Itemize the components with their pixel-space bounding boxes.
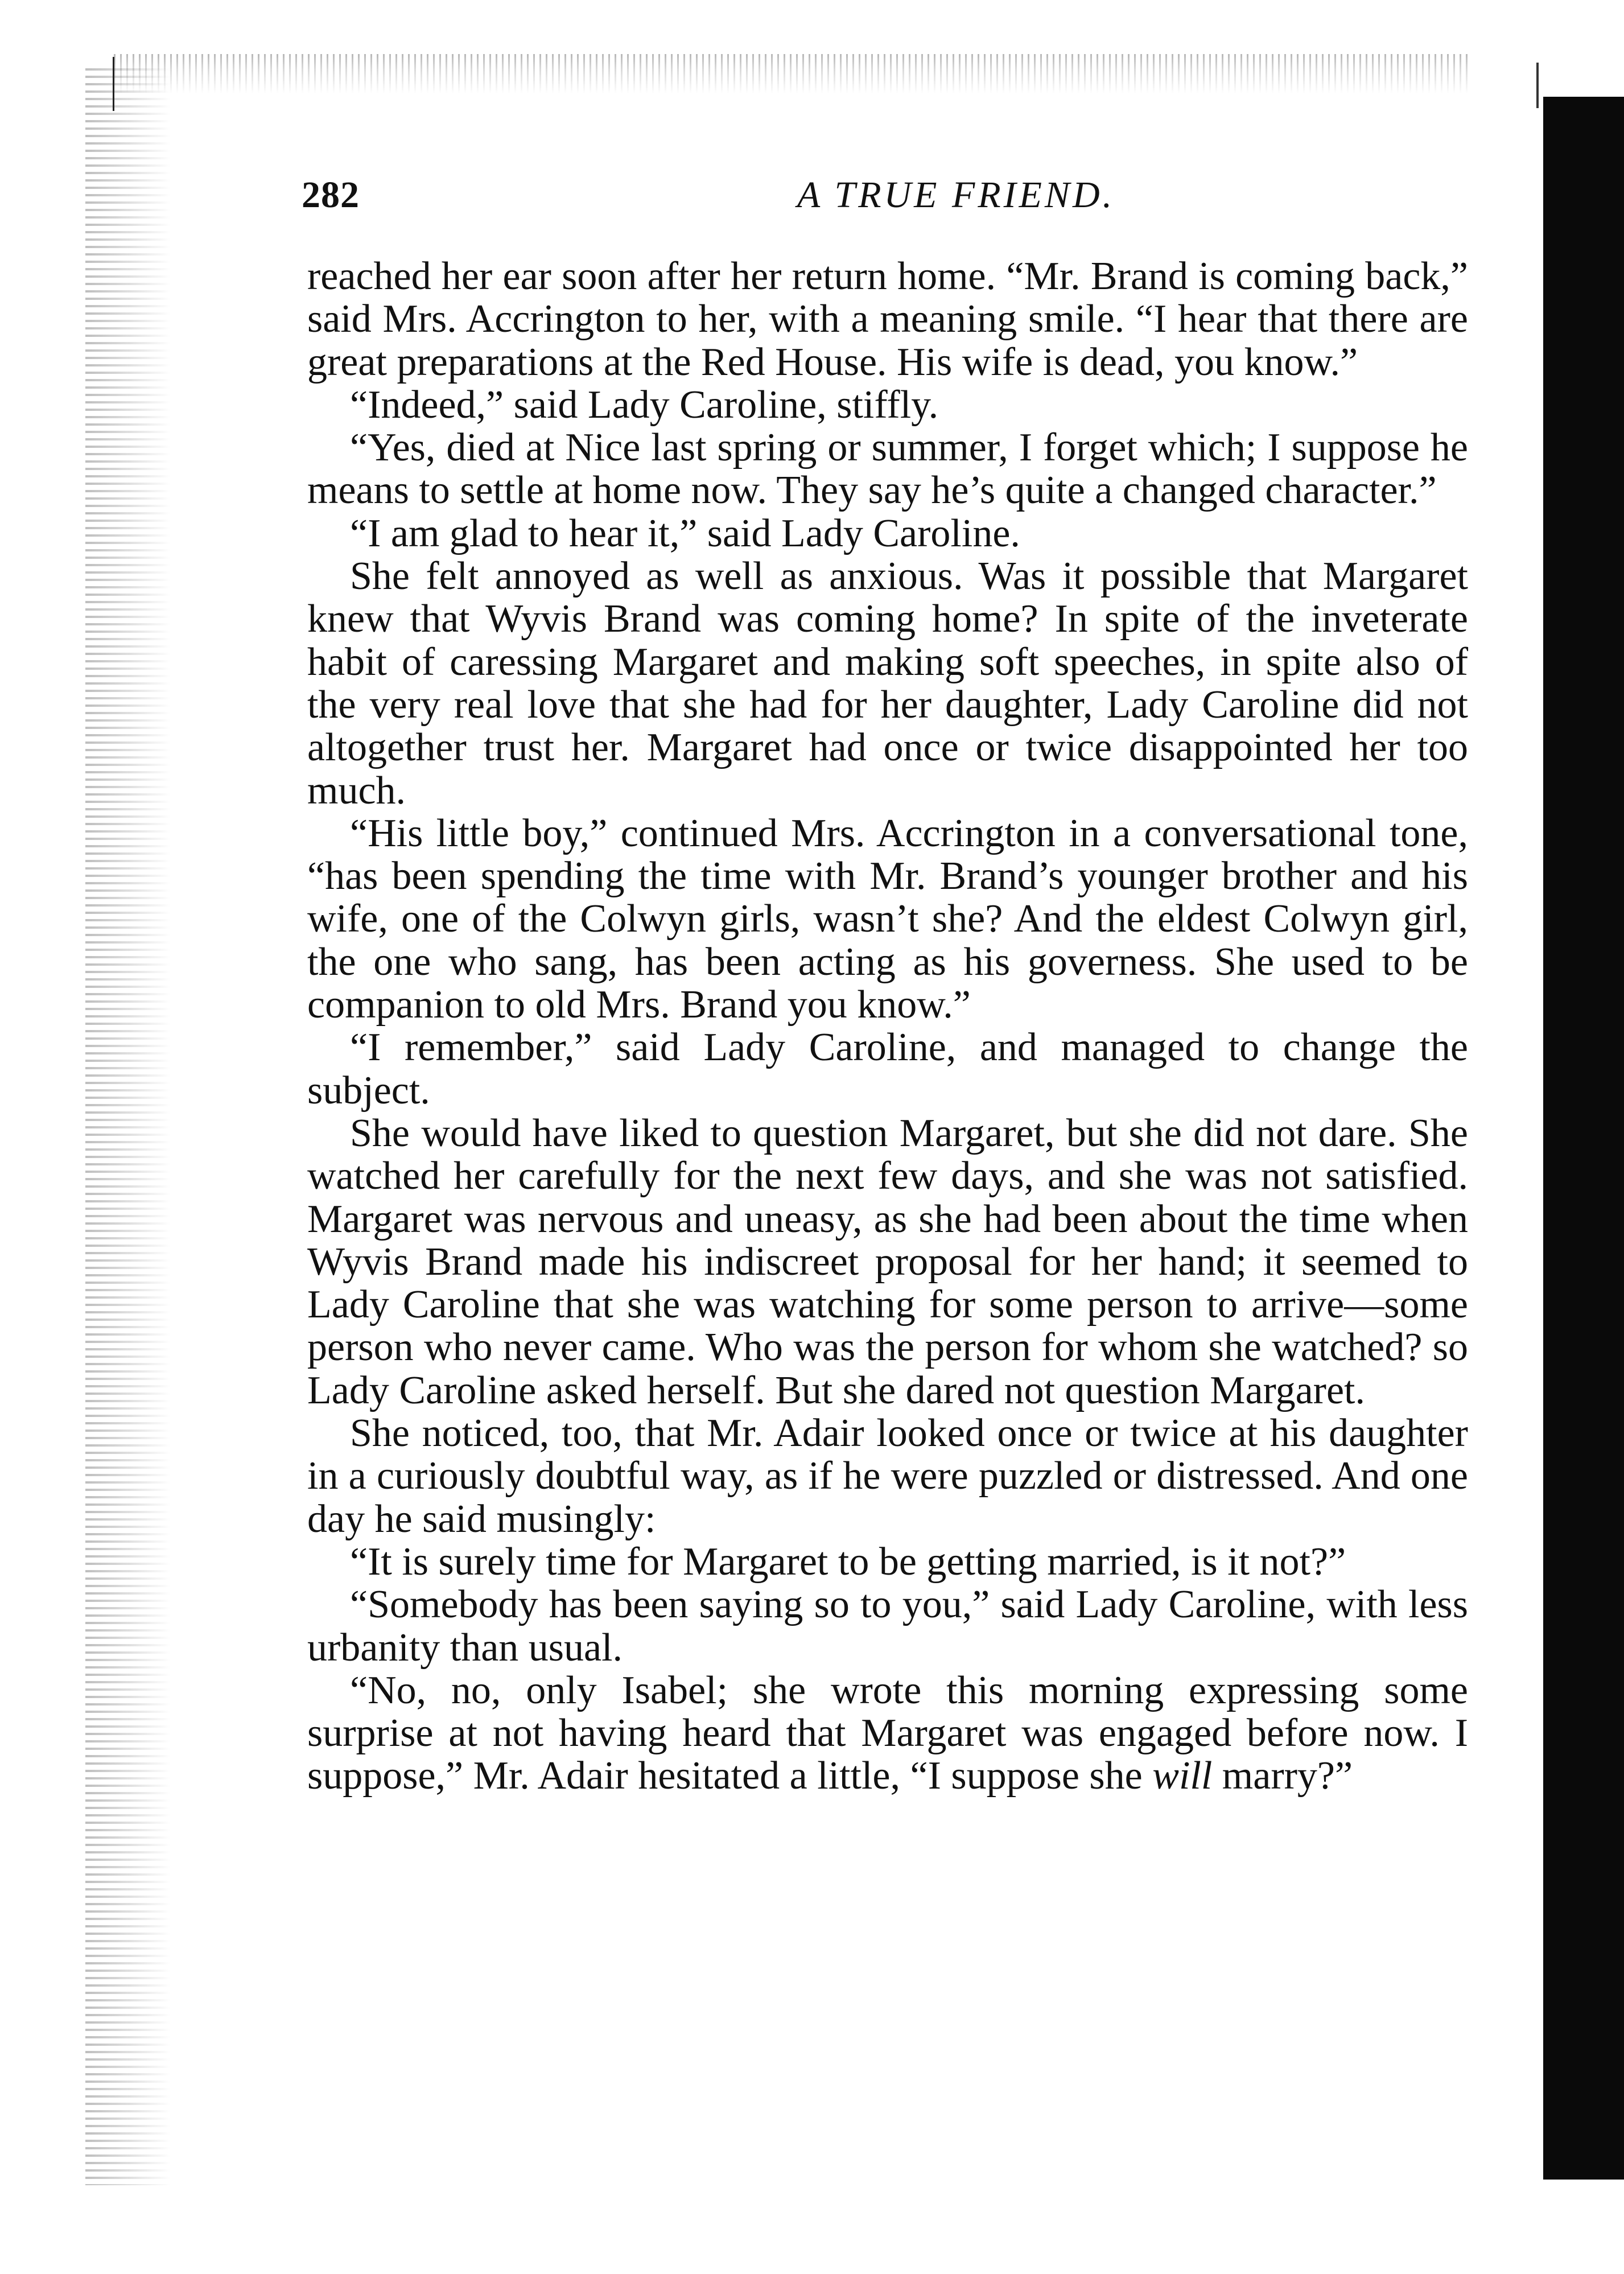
paragraph: “His little boy,” continued Mrs. Accrington in a conversational tone, “has been spending the time with Mr. Brand’s younger brother and his wife, one of the Colwyn girls, wasn’t she? And the eldest Colwyn girl, the one who sang, has been acting as his governess. She used to be companion to old Mrs. Brand you know.”	[307, 811, 1468, 1027]
scan-edge-noise-left	[85, 68, 171, 2185]
paragraph: She noticed, too, that Mr. Adair looked once or twice at his daughter in a curiously doubtful way, as if he were puzzled or distressed. And one day he said musingly:	[307, 1411, 1468, 1541]
paragraph: reached her ear soon after her return home. “Mr. Brand is coming back,” said Mrs. Accrington to her, with a meaning smile. “I hear that there are great preparations at the Red House. His wife is dead, you know.”	[307, 254, 1468, 384]
paragraph: She felt annoyed as well as anxious. Was it possible that Margaret knew that Wyvis Brand was coming home? In spite of the inveterate habit of caressing Margaret and making soft speeches, in spite also of the very real love that she had for her daughter, Lady Caroline did not altogether trust her. Margaret had once or twice disappointed her too much.	[307, 554, 1468, 813]
scan-mark	[1536, 63, 1539, 108]
emphasis-word: will	[1152, 1754, 1213, 1798]
body-text	[307, 255, 1468, 1798]
running-head	[302, 174, 1468, 225]
page-number: 282	[302, 174, 360, 216]
paragraph-text: “No, no, only Isabel; she wrote this morning expressing some surprise at not having heard that Margaret was engaged before now. I suppose,” Mr. Adair hesitated a little, “I suppose she	[307, 1668, 1468, 1798]
paragraph: “It is surely time for Margaret to be getting married, is it not?”	[350, 1539, 1346, 1584]
running-title: A TRUE FRIEND.	[797, 174, 1115, 216]
scan-edge-noise-top	[114, 54, 1468, 94]
paragraph: “I am glad to hear it,” said Lady Caroline.	[350, 511, 1020, 555]
scan-mark	[113, 57, 114, 111]
paragraph: “Indeed,” said Lady Caroline, stiffly.	[350, 382, 939, 427]
paragraph-tail: marry?”	[1222, 1754, 1353, 1798]
scan-binding-shadow	[1543, 97, 1624, 2180]
paragraph	[307, 1669, 1468, 1798]
paragraph: “Yes, died at Nice last spring or summer, I forget which; I suppose he means to settle at home now. They say he’s quite a changed character.”	[307, 426, 1468, 513]
paragraph: “Somebody has been saying so to you,” said Lady Caroline, with less urbanity than usual.	[307, 1583, 1468, 1670]
paragraph: She would have liked to question Margaret, but she did not dare. She watched her carefully for the next few days, and she was not satisfied. Margaret was nervous and uneasy, as she had been about the time when Wyvis Brand made his indiscreet proposal for her hand; it seemed to Lady Caroline that she was watching for some person to arrive—some person who never came. Who was the person for whom she watched? so Lady Caroline asked herself. But she dared not question Margaret.	[307, 1111, 1468, 1412]
paragraph: “I remember,” said Lady Caroline, and managed to change the subject.	[307, 1025, 1468, 1113]
